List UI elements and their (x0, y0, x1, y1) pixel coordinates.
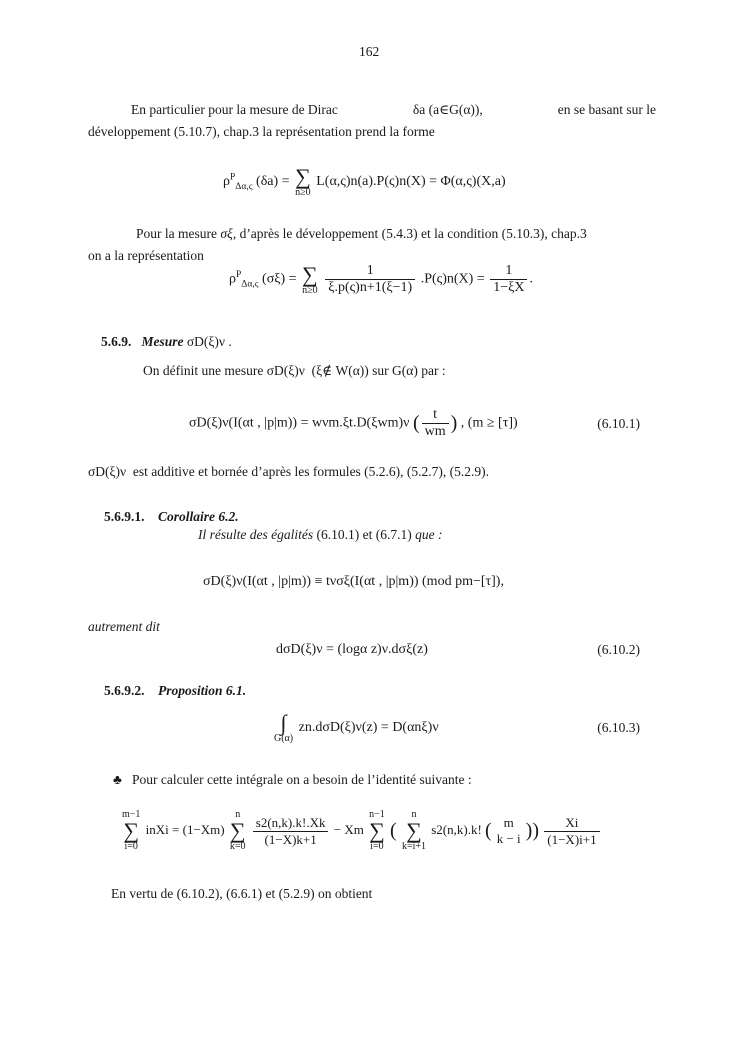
sum-limit: m−1 (122, 809, 141, 820)
autrement-dit: autrement dit (88, 619, 160, 634)
paragraph-text: , d’après le développement (5.4.3) et la condition (5.10.3), chap.3 (232, 226, 587, 241)
dirac-symbol: δa (a∈G(α)), (412, 102, 483, 117)
equation-dirac (223, 166, 506, 198)
sum-limit: i=0 (124, 841, 138, 852)
page-number: 162 (359, 44, 380, 59)
rho-symbol: ρ (223, 174, 230, 190)
sum-limit: n≥0 (302, 284, 318, 296)
sum-operator (295, 166, 311, 198)
corollary-statement (198, 527, 442, 543)
argument: (δa) = (256, 174, 290, 190)
paragraph-sigma-line1 (136, 226, 587, 242)
fraction (422, 407, 449, 440)
argument: (σξ) = (262, 271, 297, 287)
proposition-title: Proposition 6.1. (158, 683, 247, 698)
section-number: 5.6.9. (101, 334, 132, 349)
sum-limit: i=0 (370, 841, 384, 852)
denominator: (1−X)i+1 (547, 831, 597, 847)
additive-line (88, 464, 489, 480)
equation-body: − Xm (333, 821, 364, 837)
numerator: 1 (490, 263, 527, 280)
equation-body: σD(ξ)ν(I(αt , |p|m)) = wνm.ξt.D(ξwm)ν (189, 415, 410, 431)
period: . (529, 271, 533, 287)
integral-operator (274, 712, 293, 744)
fraction (490, 263, 527, 296)
integral-sign: ∫ (280, 710, 287, 735)
statement-text: que : (415, 527, 443, 542)
paragraph-text: Pour calculer cette intégrale on a besoin de l’identité suivante : (131, 772, 472, 787)
binomial-bottom: k − i (496, 831, 521, 846)
paragraph-dirac-line2: développement (5.10.7), chap.3 la représentation prend la forme (88, 124, 435, 139)
superscript: P (230, 172, 236, 183)
closing-line: En vertu de (6.10.2), (6.6.1) et (5.2.9) on obtient (111, 886, 373, 901)
sum-sign: ∑ (295, 164, 311, 189)
sum-operator (302, 261, 318, 296)
paren: ) (450, 412, 458, 434)
sum-limit: n (235, 809, 241, 820)
section-symbol: σD(ξ)ν . (186, 334, 232, 349)
equation-body: inXi = (1−Xm) (145, 821, 225, 837)
sum-operator (230, 810, 246, 852)
paragraph-text: est additive et bornée d’après les formules (5.2.6), (5.2.7), (5.2.9). (132, 464, 490, 479)
paren: ) (532, 819, 540, 842)
statement-refs: (6.10.1) et (6.7.1) (316, 527, 412, 542)
club-icon: ♣ (113, 772, 122, 787)
sigma-symbol: σξ (220, 226, 233, 241)
denominator: (1−X)k+1 (264, 831, 317, 847)
corollary-heading (104, 509, 239, 525)
binomial (494, 815, 524, 847)
sum-sign: ∑ (369, 818, 385, 843)
equation-body: zn.dσD(ξ)ν(z) = D(αnξ)ν (298, 720, 439, 736)
measure-symbol: σD(ξ)ν (266, 363, 305, 378)
sum-operator (122, 810, 140, 852)
fraction (253, 815, 329, 848)
binomial-top: m (503, 815, 514, 830)
section-title: Mesure (141, 334, 184, 349)
sum-limit: k=i+1 (401, 841, 426, 852)
sum-operator (369, 810, 385, 852)
measure-symbol: σD(ξ)ν (88, 464, 127, 479)
sum-operator (402, 810, 426, 852)
paren: ) (525, 819, 533, 842)
condition: , (m ≥ [τ]) (460, 415, 518, 431)
equation-6-10-2: dσD(ξ)ν = (logα z)ν.dσξ(z) (276, 642, 428, 657)
statement-text: Il résulte des égalités (198, 527, 314, 542)
denominator: ξ.p(ς)n+1(ξ−1) (328, 280, 413, 295)
equation-number: (6.10.3) (597, 720, 640, 735)
equation-sigma (229, 263, 533, 296)
sum-limit: n≥0 (295, 187, 311, 198)
corollary-title: Corollaire 6.2. (158, 509, 239, 524)
rho-symbol: ρ (229, 271, 236, 287)
paragraph-dirac-line1 (131, 102, 656, 118)
numerator: s2(n,k).k!.Xk (253, 815, 329, 832)
bullet-line (113, 772, 472, 788)
superscript: P (236, 270, 242, 281)
equation-body: .P(ς)n(X) = (420, 271, 485, 287)
integral-limit: G(α) (274, 733, 294, 744)
numerator: t (422, 407, 449, 424)
denominator: 1−ξX (493, 280, 525, 295)
equation-corollary: σD(ξ)ν(I(αt , |p|m)) ≡ tνσξ(I(αt , |p|m)) (mod pm−[τ]), (203, 574, 504, 589)
section-number: 5.6.9.2. (104, 683, 145, 698)
numerator: 1 (325, 263, 415, 280)
definition-line (143, 363, 446, 379)
equation-body: L(α,ς)n(a).P(ς)n(X) = Φ(α,ς)(X,a) (316, 174, 506, 190)
paragraph-text: En particulier pour la mesure de Dirac (131, 102, 338, 117)
section-number: 5.6.9.1. (104, 509, 145, 524)
equation-6-10-3 (272, 712, 439, 744)
subscript: Δα,ς (235, 182, 253, 193)
equation-6-10-1 (189, 407, 518, 440)
equation-body: s2(n,k).k! (431, 821, 482, 837)
section-heading (101, 334, 232, 350)
sum-sign: ∑ (406, 818, 422, 843)
paren: ( (390, 819, 397, 842)
equation-identity (120, 810, 602, 852)
denominator: wm (424, 424, 446, 439)
sum-sign: ∑ (123, 818, 140, 843)
equation-number: (6.10.1) (597, 416, 640, 431)
sum-limit: k=0 (229, 841, 246, 852)
sum-limit: n (411, 809, 417, 820)
subscript: Δα,ς (241, 279, 259, 290)
paren: ( (485, 819, 492, 842)
equation-number: (6.10.2) (597, 642, 640, 657)
sum-sign: ∑ (302, 261, 318, 287)
paragraph-text: en se basant sur le (557, 102, 656, 117)
paragraph-text: Pour la mesure (136, 226, 217, 241)
paragraph-text: sur (372, 363, 389, 378)
paragraph-sigma-line2: on a la représentation (88, 248, 204, 263)
numerator: Xi (544, 815, 599, 832)
condition: (ξ∉ W(α)) (311, 363, 369, 378)
proposition-heading (104, 683, 246, 699)
sum-sign: ∑ (229, 818, 246, 843)
paragraph-text: G(α) par : (392, 363, 446, 378)
fraction (325, 263, 415, 296)
paren: ( (412, 412, 420, 434)
paragraph-text: On définit une mesure (143, 363, 264, 378)
fraction (544, 815, 599, 848)
sum-limit: n−1 (369, 809, 385, 820)
